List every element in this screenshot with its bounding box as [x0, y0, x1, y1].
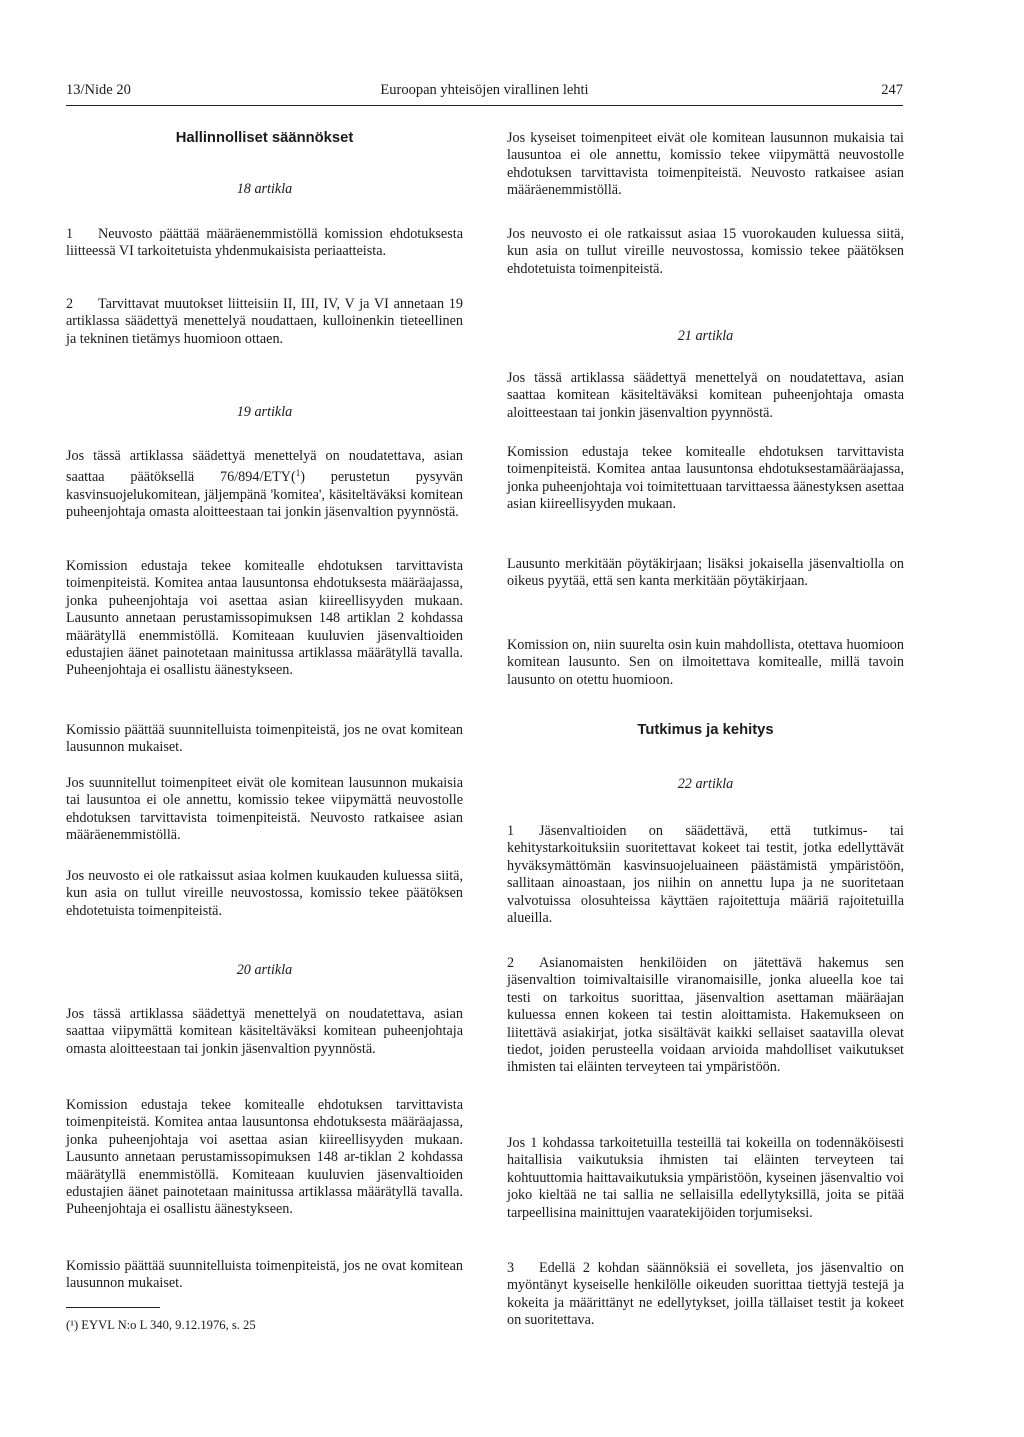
footnote: (¹) EYVL N:o L 340, 9.12.1976, s. 25: [66, 1318, 256, 1332]
section-title-administrative: Hallinnolliset säännökset: [175, 130, 354, 146]
paragraph-number: 1: [66, 226, 74, 242]
article-18-paragraph-2: [66, 296, 463, 348]
paragraph-text-start: Jos tässä artiklassa säädettyä menettelyä on noudatettava, asian saattaa päätöksellä 76/894/ETY(: [66, 448, 463, 486]
article-20-paragraph-1: Jos tässä artiklassa säädettyä menettelyä on noudatettava, asian saattaa viipymättä komitean käsiteltäväksi komitean puheenjohtaja omasta aloitteestaan tai jonkin jäsenvaltion pyynnöstä.: [66, 1006, 463, 1057]
article-21-paragraph-1: Jos tässä artiklassa säädettyä menettelyä on noudatettava, asian saattaa komitean käsiteltäväksi komitean puheenjohtaja omasta aloitteestaan tai jonkin jäsenvaltion pyynnöstä.: [507, 370, 904, 421]
page-header: [66, 82, 903, 104]
article-21-title: 21 artikla: [677, 328, 734, 344]
article-22-paragraph-1: [507, 823, 904, 927]
article-22-title: 22 artikla: [677, 776, 734, 792]
article-22-paragraph-2-continued: Jos 1 kohdassa tarkoitetuilla testeillä tai kokeilla on todennäköisesti haitallisia vaikutuksia ihmisten tai eläinten terveyteen tai kohtuuttomia haittavaikutuksia ympäristöön, kyseinen jäsenvaltio voi joko kieltää ne tai sallia ne sellaisilla edellytyksillä, joita se pitää tarpeellisina mainittujen vaaratekijöiden torjumiseksi.: [507, 1135, 904, 1221]
page-number: 247: [881, 82, 903, 98]
article-20-paragraph-5: Jos neuvosto ei ole ratkaissut asiaa 15 vuorokauden kuluessa siitä, kun asia on tullut vireille neuvostossa, komissio tekee päätöksen ehdotetuista toimenpiteistä.: [507, 226, 904, 277]
header-rule: [66, 105, 903, 106]
paragraph-number: 2: [507, 955, 515, 971]
article-20-paragraph-3: Komissio päättää suunnitelluista toimenpiteistä, jos ne ovat komitean lausunnon mukaiset.: [66, 1258, 463, 1292]
article-19-paragraph-2: Komission edustaja tekee komitealle ehdotuksen tarvittavista toimenpiteistä. Komitea antaa lausuntonsa ehdotuksesta määräajassa, jonka puheenjohtaja voi asettaa asian kiireellisyyden mukaan. Lausunto annetaan perustamissopimuksen 148 artiklan 2 kohdassa määrätyllä enemmistöllä. Komiteaan kuuluvien jäsenvaltioiden edustajien äänet painotetaan mainitussa artiklassa määrätyllä tavalla. Puheenjohtaja ei osallistu äänestykseen.: [66, 558, 463, 679]
paragraph-text: Edellä 2 kohdan säännöksiä ei sovelleta, jos jäsenvaltio on myöntänyt kyseiselle henkilölle oikeuden suorittaa tiettyjä testejä ja kokeita ja määrittänyt ne edellytykset, joilla tällaiset testit ja kokeet on suoritettava.: [507, 1260, 904, 1329]
footnote-marker: 1: [295, 468, 301, 479]
paragraph-text: Tarvittavat muutokset liitteisiin II, III, IV, V ja VI annetaan 19 artiklassa säädettyä menettelyä noudattaen, kulloinenkin tieteellinen ja tekninen tietämys huomioon ottaen.: [66, 296, 463, 347]
article-22-paragraph-2: [507, 955, 904, 1077]
article-21-paragraph-4: Komission on, niin suurelta osin kuin mahdollista, otettava huomioon komitean lausunto. Sen on ilmoitettava komitealle, millä tavoin lausunto on otettu huomioon.: [507, 637, 904, 688]
article-19-paragraph-4: Jos suunnitellut toimenpiteet eivät ole komitean lausunnon mukaisia tai lausuntoa ei ole annettu, komissio tekee viipymättä neuvostolle ehdotuksen tarvittavista toimenpiteistä. Neuvosto ratkaisee asian määräenemmistöllä.: [66, 775, 463, 844]
article-19-title: 19 artikla: [236, 404, 293, 420]
article-20-title: 20 artikla: [236, 962, 293, 978]
article-21-paragraph-2: Komission edustaja tekee komitealle ehdotuksen tarvittavista toimenpiteistä. Komitea antaa lausuntonsa ehdotuksestamääräajassa, jonka puheenjohtaja voi toimitettuaan tarvittaessa äänestyksen asettaa asian kiireellisyyden mukaan.: [507, 444, 904, 513]
footnote-rule: [66, 1307, 160, 1308]
article-22-paragraph-3: [507, 1260, 904, 1330]
section-title-research: Tutkimus ja kehitys: [637, 722, 774, 738]
article-18-paragraph-1: [66, 226, 463, 261]
paragraph-text: Asianomaisten henkilöiden on jätettävä hakemus sen jäsenvaltion toimivaltaisille viranomaisille, jonka alueella koe tai testi on tarkoitus suorittaa, jäsenvaltion asettaman määräajan kuluessa ennen kokeen tai testin aloittamista. Hakemukseen on liitettävä asiakirjat, jotka sisältävät kaikki sellaiset saatavilla olevat tiedot, joiden perusteella voidaan arvioida mahdolliset vaikutukset ihmisten tai eläinten terveyteen tai ympäristöön.: [507, 955, 904, 1076]
article-19-paragraph-3: Komissio päättää suunnitelluista toimenpiteistä, jos ne ovat komitean lausunnon mukaiset.: [66, 722, 463, 756]
paragraph-text: Neuvosto päättää määräenemmistöllä komission ehdotuksesta liitteessä VI tarkoitetuista yhdenmukaisista periaatteista.: [66, 226, 463, 260]
article-18-title: 18 artikla: [236, 181, 293, 197]
paragraph-text-end: ) perustetun pysyvän kasvinsuojelukomitean, jäljempänä 'komitea', käsiteltäväksi komitean puheenjohtaja omasta aloitteestaan tai jonkin jäsenvaltion pyynnöstä.: [66, 469, 463, 521]
article-20-paragraph-4: Jos kyseiset toimenpiteet eivät ole komitean lausunnon mukaisia tai lausuntoa ei ole annettu, komissio tekee viipymättä neuvostolle ehdotuksen tarvittavista toimenpiteistä. Neuvosto ratkaisee asian määräenemmistöllä.: [507, 130, 904, 199]
paragraph-number: 2: [66, 296, 74, 312]
volume-label: 13/Nide 20: [66, 82, 131, 98]
article-19-paragraph-5: Jos neuvosto ei ole ratkaissut asiaa kolmen kuukauden kuluessa siitä, kun asia on tullut vireille neuvostossa, komissio tekee päätöksen ehdotetuista toimenpiteistä.: [66, 868, 463, 919]
article-21-paragraph-3: Lausunto merkitään pöytäkirjaan; lisäksi jokaisella jäsenvaltiolla on oikeus pyytää, että sen kanta merkitään pöytäkirjaan.: [507, 556, 904, 590]
paragraph-text: Jäsenvaltioiden on säädettävä, että tutkimus- tai kehitystarkoituksiin suoritettavat kokeet tai testit, jotka edellyttävät hyväksymättömän kasvinsuojeluaineen päästämistä ympäristöön, sallitaan ainoastaan, jos niihin on annettu lupa ja ne suoritetaan valvotuissa olosuhteissa käyttäen rajoitettuja määriä rajoitetuilla alueilla.: [507, 823, 904, 927]
paragraph-number: 3: [507, 1260, 515, 1276]
article-19-paragraph-1: [66, 448, 463, 522]
paragraph-number: 1: [507, 823, 515, 839]
journal-title: Euroopan yhteisöjen virallinen lehti: [380, 82, 589, 98]
article-20-paragraph-2: Komission edustaja tekee komitealle ehdotuksen tarvittavista toimenpiteistä. Komitea antaa lausuntonsa ehdotuksesta määräajassa, jonka puheenjohtaja voi asettaa asian kiireellisyyden mukaan. Lausunto annetaan perustamissopimuksen 148 ar-tiklan 2 kohdassa määrätyllä enemmistöllä. Komiteaan kuuluvien jäsenvaltioiden edustajien äänet painotetaan mainitussa artiklassa määrätyllä tavalla. Puheenjohtaja ei osallistu äänestykseen.: [66, 1097, 463, 1218]
